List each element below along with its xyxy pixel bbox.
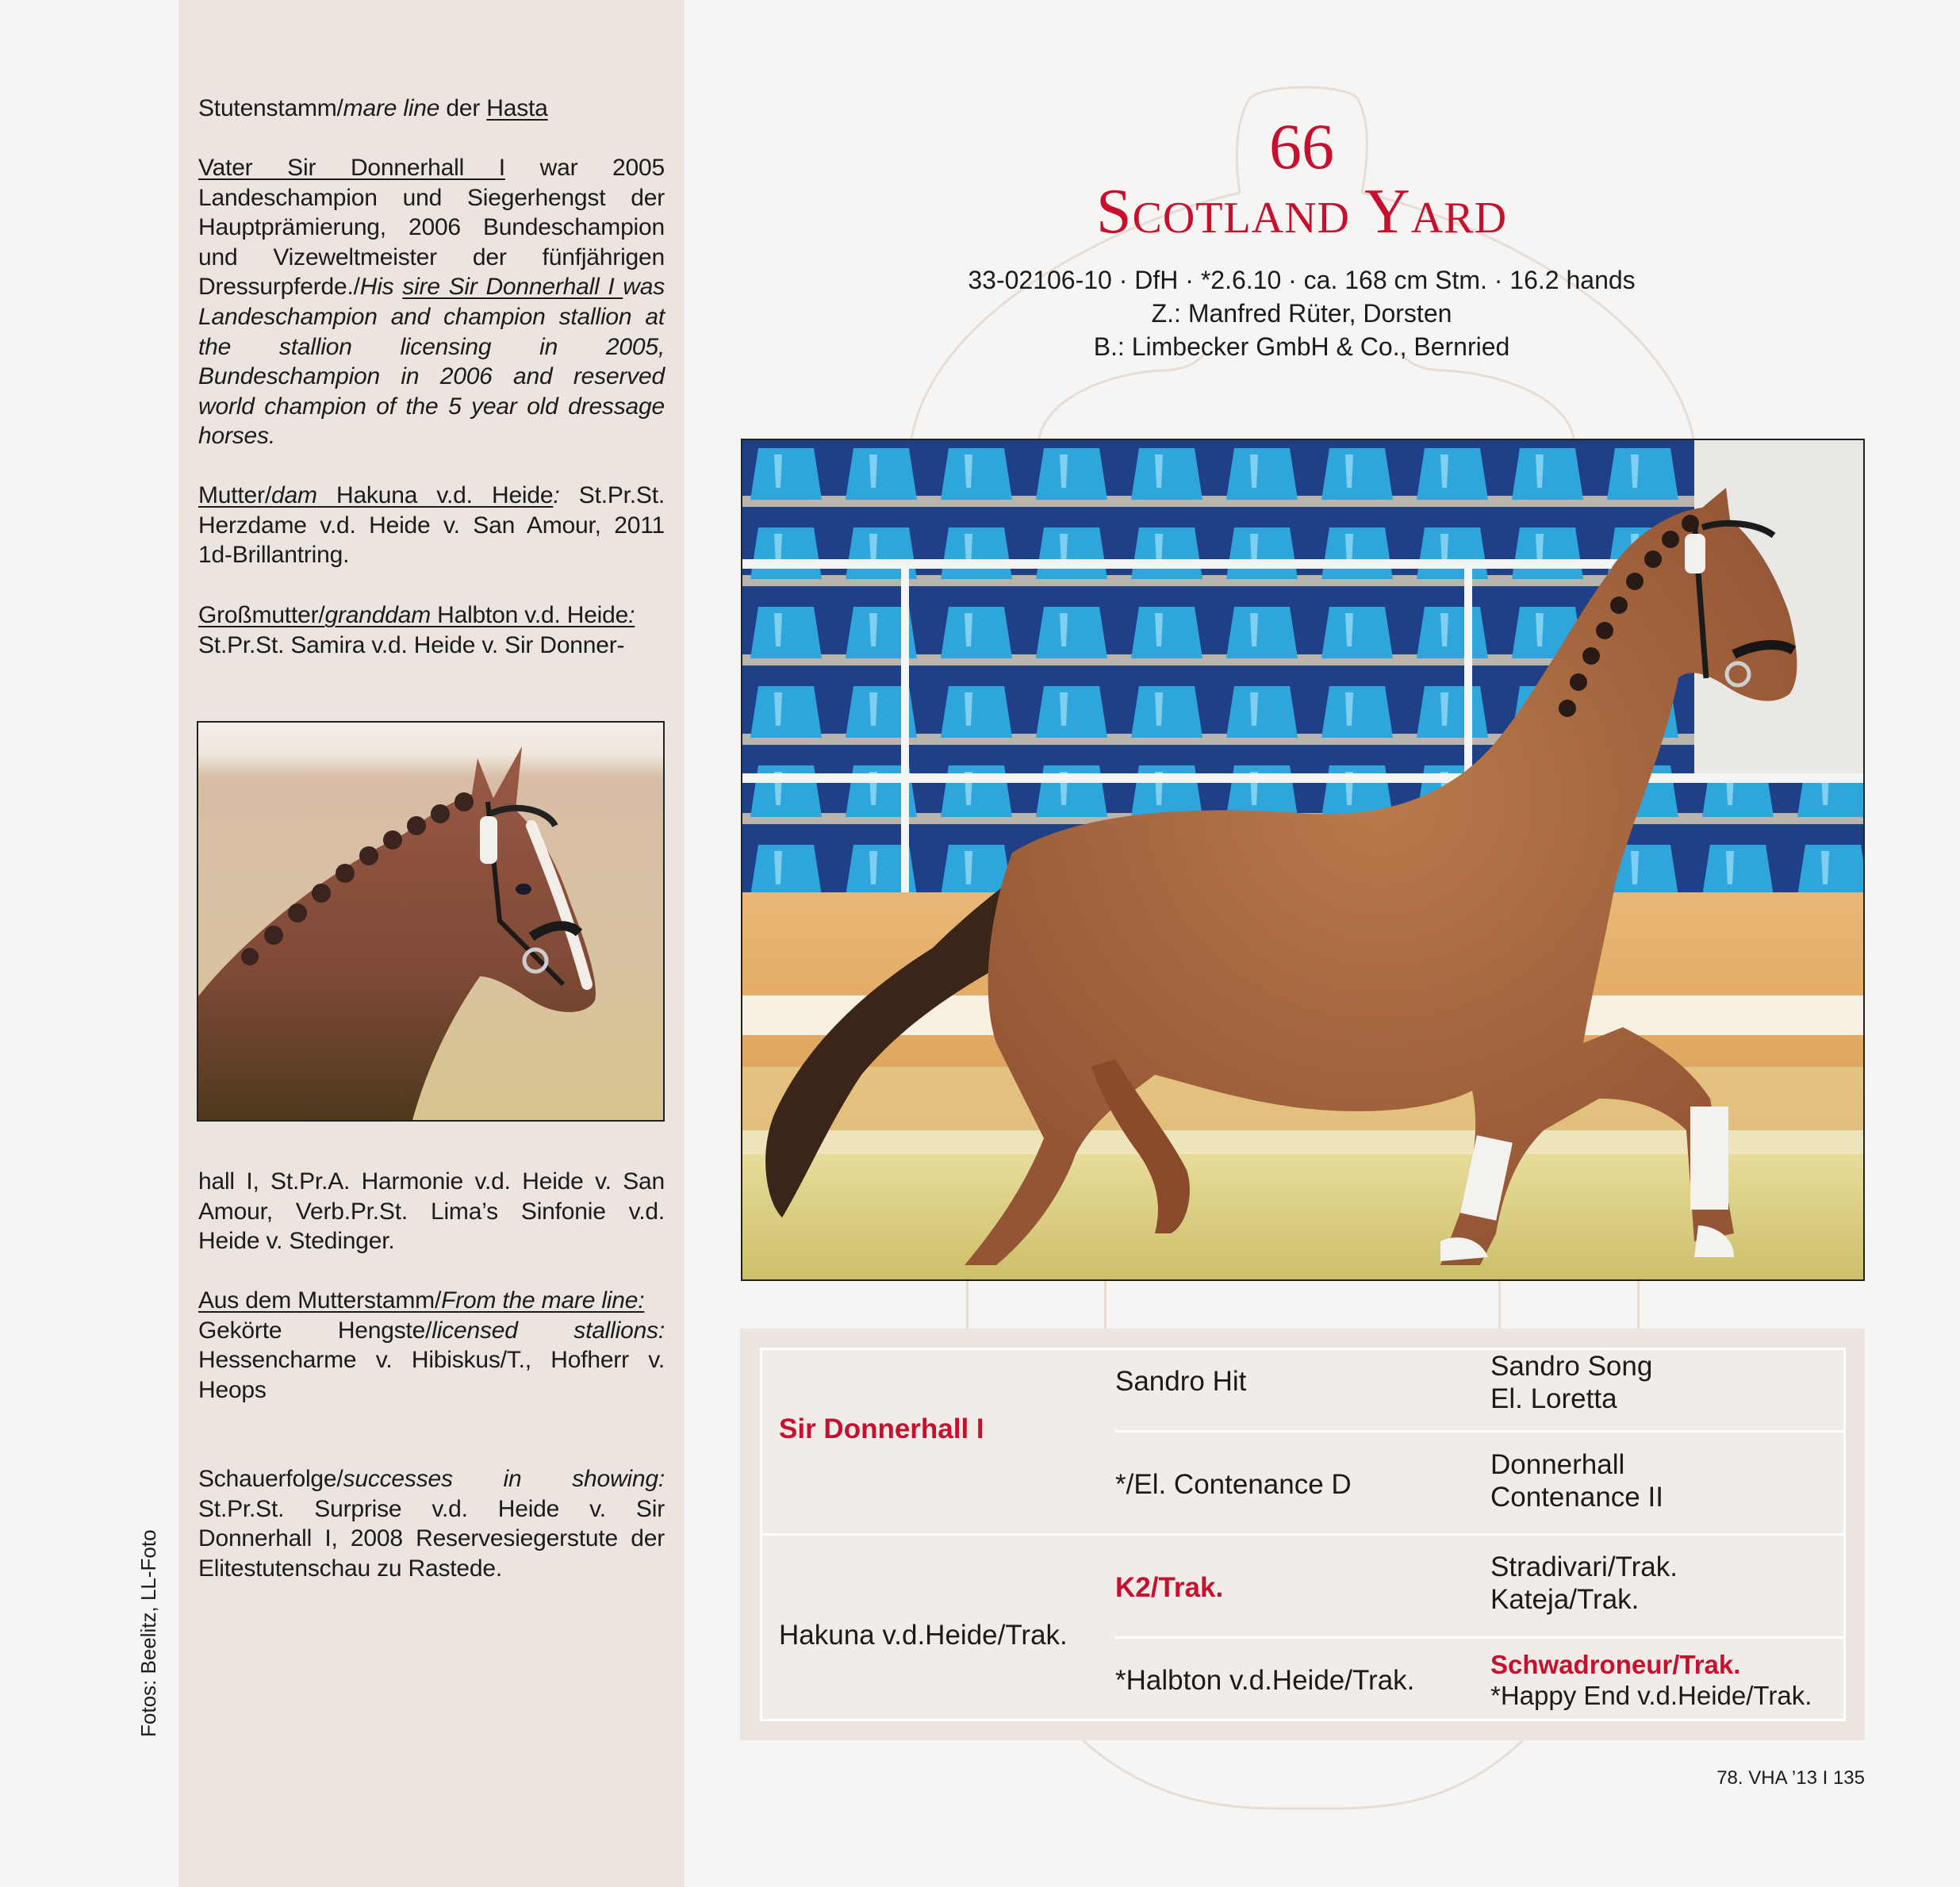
pedigree-connector (1637, 1281, 1640, 1329)
horse-name: Scotland Yard (1095, 177, 1508, 247)
pedigree-sss: Sandro Song (1490, 1351, 1653, 1382)
shows-paragraph (198, 1464, 665, 1583)
dam-text: St.Pr.St. Herzdame v.d. Heide v. San Amour, 2011 1d-Brillantring. (198, 482, 665, 569)
breeder-line: Z.: Manfred Rüter, Dorsten (1151, 299, 1452, 328)
granddam-name: Halbton v.d. Heide (431, 602, 629, 628)
granddam-text-2: hall I, St.Pr.A. Harmonie v.d. Heide v. San Amour, Verb.Pr.St. Lima’s Sinfonie v.d. Heide v. Stedinger. (198, 1168, 665, 1255)
pedigree-dss: Stradivari/Trak. (1490, 1551, 1678, 1582)
owner-line: B.: Limbecker GmbH & Co., Bernried (1093, 332, 1510, 361)
licensed-stallions-de: Gekörte Hengste/ (198, 1317, 432, 1344)
dam-en-label: dam (270, 482, 317, 508)
granddam-colon: : (628, 602, 635, 628)
pedigree-dam-dam: *Halbton v.d.Heide/Trak. (1115, 1665, 1415, 1696)
pedigree-divider-dam (1115, 1636, 1846, 1639)
pedigree-dds: Schwadroneur/Trak. (1490, 1650, 1741, 1679)
outline-bottom (1083, 1740, 1523, 1808)
pedigree-divider-sire (1115, 1430, 1846, 1433)
sire-en-his: His (359, 274, 403, 301)
shows-en-label: successes in showing: (343, 1466, 665, 1492)
pedigree-connector (1104, 1281, 1107, 1329)
page-footer: 78. VHA ’13 I 135 (1716, 1767, 1865, 1789)
sire-paragraph (198, 153, 665, 451)
granddam-de-label: Großmutter/ (198, 602, 325, 628)
pedigree-divider-main (760, 1533, 1846, 1536)
pedigree-sire: Sir Donnerhall I (779, 1413, 984, 1444)
pedigree-sdd: Contenance II (1490, 1482, 1663, 1513)
dam-de-label: Mutter/ (198, 482, 271, 508)
pedigree-dsd: Kateja/Trak. (1490, 1584, 1640, 1615)
horse-details: 33-02106-10 · DfH · *2.6.10 · ca. 168 cm Stm. · 16.2 hands (968, 266, 1636, 294)
dam-paragraph (198, 481, 665, 570)
mare-line-from-de: Aus dem Mutterstamm/ (198, 1287, 442, 1314)
pedigree-sire-sire: Sandro Hit (1115, 1366, 1247, 1397)
sire-en-underlined: sire Sir Donnerhall I (402, 274, 623, 301)
shows-de-label: Schauerfolge/ (198, 1466, 343, 1492)
horse-head-photo (197, 721, 665, 1122)
outline-inner-right (1400, 353, 1574, 439)
granddam-text-1: St.Pr.St. Samira v.d. Heide v. Sir Donner- (198, 631, 625, 658)
pedigree-dam: Hakuna v.d.Heide/Trak. (779, 1620, 1068, 1651)
sire-lead: Vater Sir Donnerhall I (198, 155, 505, 181)
mare-line-from-en: From the mare line: (441, 1287, 645, 1314)
granddam-paragraph (198, 600, 665, 660)
horse-main-photo (741, 439, 1865, 1281)
pedigree-connector (966, 1281, 968, 1329)
mare-line-heading (198, 94, 665, 124)
sire-de-text: war 2005 Landeschampion und Siegerhengst der Hauptprämierung, 2006 Bundeschampion und Vizeweltmeister der fünfjährigen Dressurpferde./ (198, 155, 665, 301)
licensed-stallions-text: Hessencharme v. Hibiskus/T., Hofherr v. Heops (198, 1347, 665, 1403)
pedigree-ssd: El. Loretta (1490, 1383, 1617, 1414)
mare-line-from-paragraph (198, 1286, 665, 1405)
mare-line-en: mare line (343, 95, 440, 121)
sire-en-text: was Landeschampion and champion stallion at the stallion licensing in 2005, Bundeschampion in 2006 and reserved world champion of the 5 year old dressage horses. (198, 274, 665, 450)
granddam-en-label: granddam (324, 602, 431, 628)
dam-name: Hakuna v.d. Heide (316, 482, 554, 508)
catalog-number: 66 (1269, 110, 1334, 182)
licensed-stallions-en: licensed stallions: (432, 1317, 665, 1344)
pedigree-sds: Donnerhall (1490, 1449, 1625, 1480)
pedigree-sire-dam: */El. Contenance D (1115, 1469, 1352, 1500)
pedigree-ddd: *Happy End v.d.Heide/Trak. (1490, 1681, 1812, 1710)
outline-inner-left (1039, 353, 1206, 439)
mare-line-name: Hasta (486, 95, 548, 121)
pedigree-dam-sire: K2/Trak. (1115, 1572, 1224, 1603)
shows-text: St.Pr.St. Surprise v.d. Heide v. Sir Donnerhall I, 2008 Reservesiegerstute der Elitestutenschau zu Rastede. (198, 1495, 665, 1582)
mare-line-de: Stutenstamm/ (198, 95, 343, 121)
pedigree-connector (1498, 1281, 1501, 1329)
mare-line-der: der (439, 95, 487, 121)
dam-colon: : (553, 482, 560, 508)
granddam-paragraph-continued (198, 1167, 665, 1256)
photo-credit: Fotos: Beelitz, LL-Foto (136, 1529, 160, 1737)
